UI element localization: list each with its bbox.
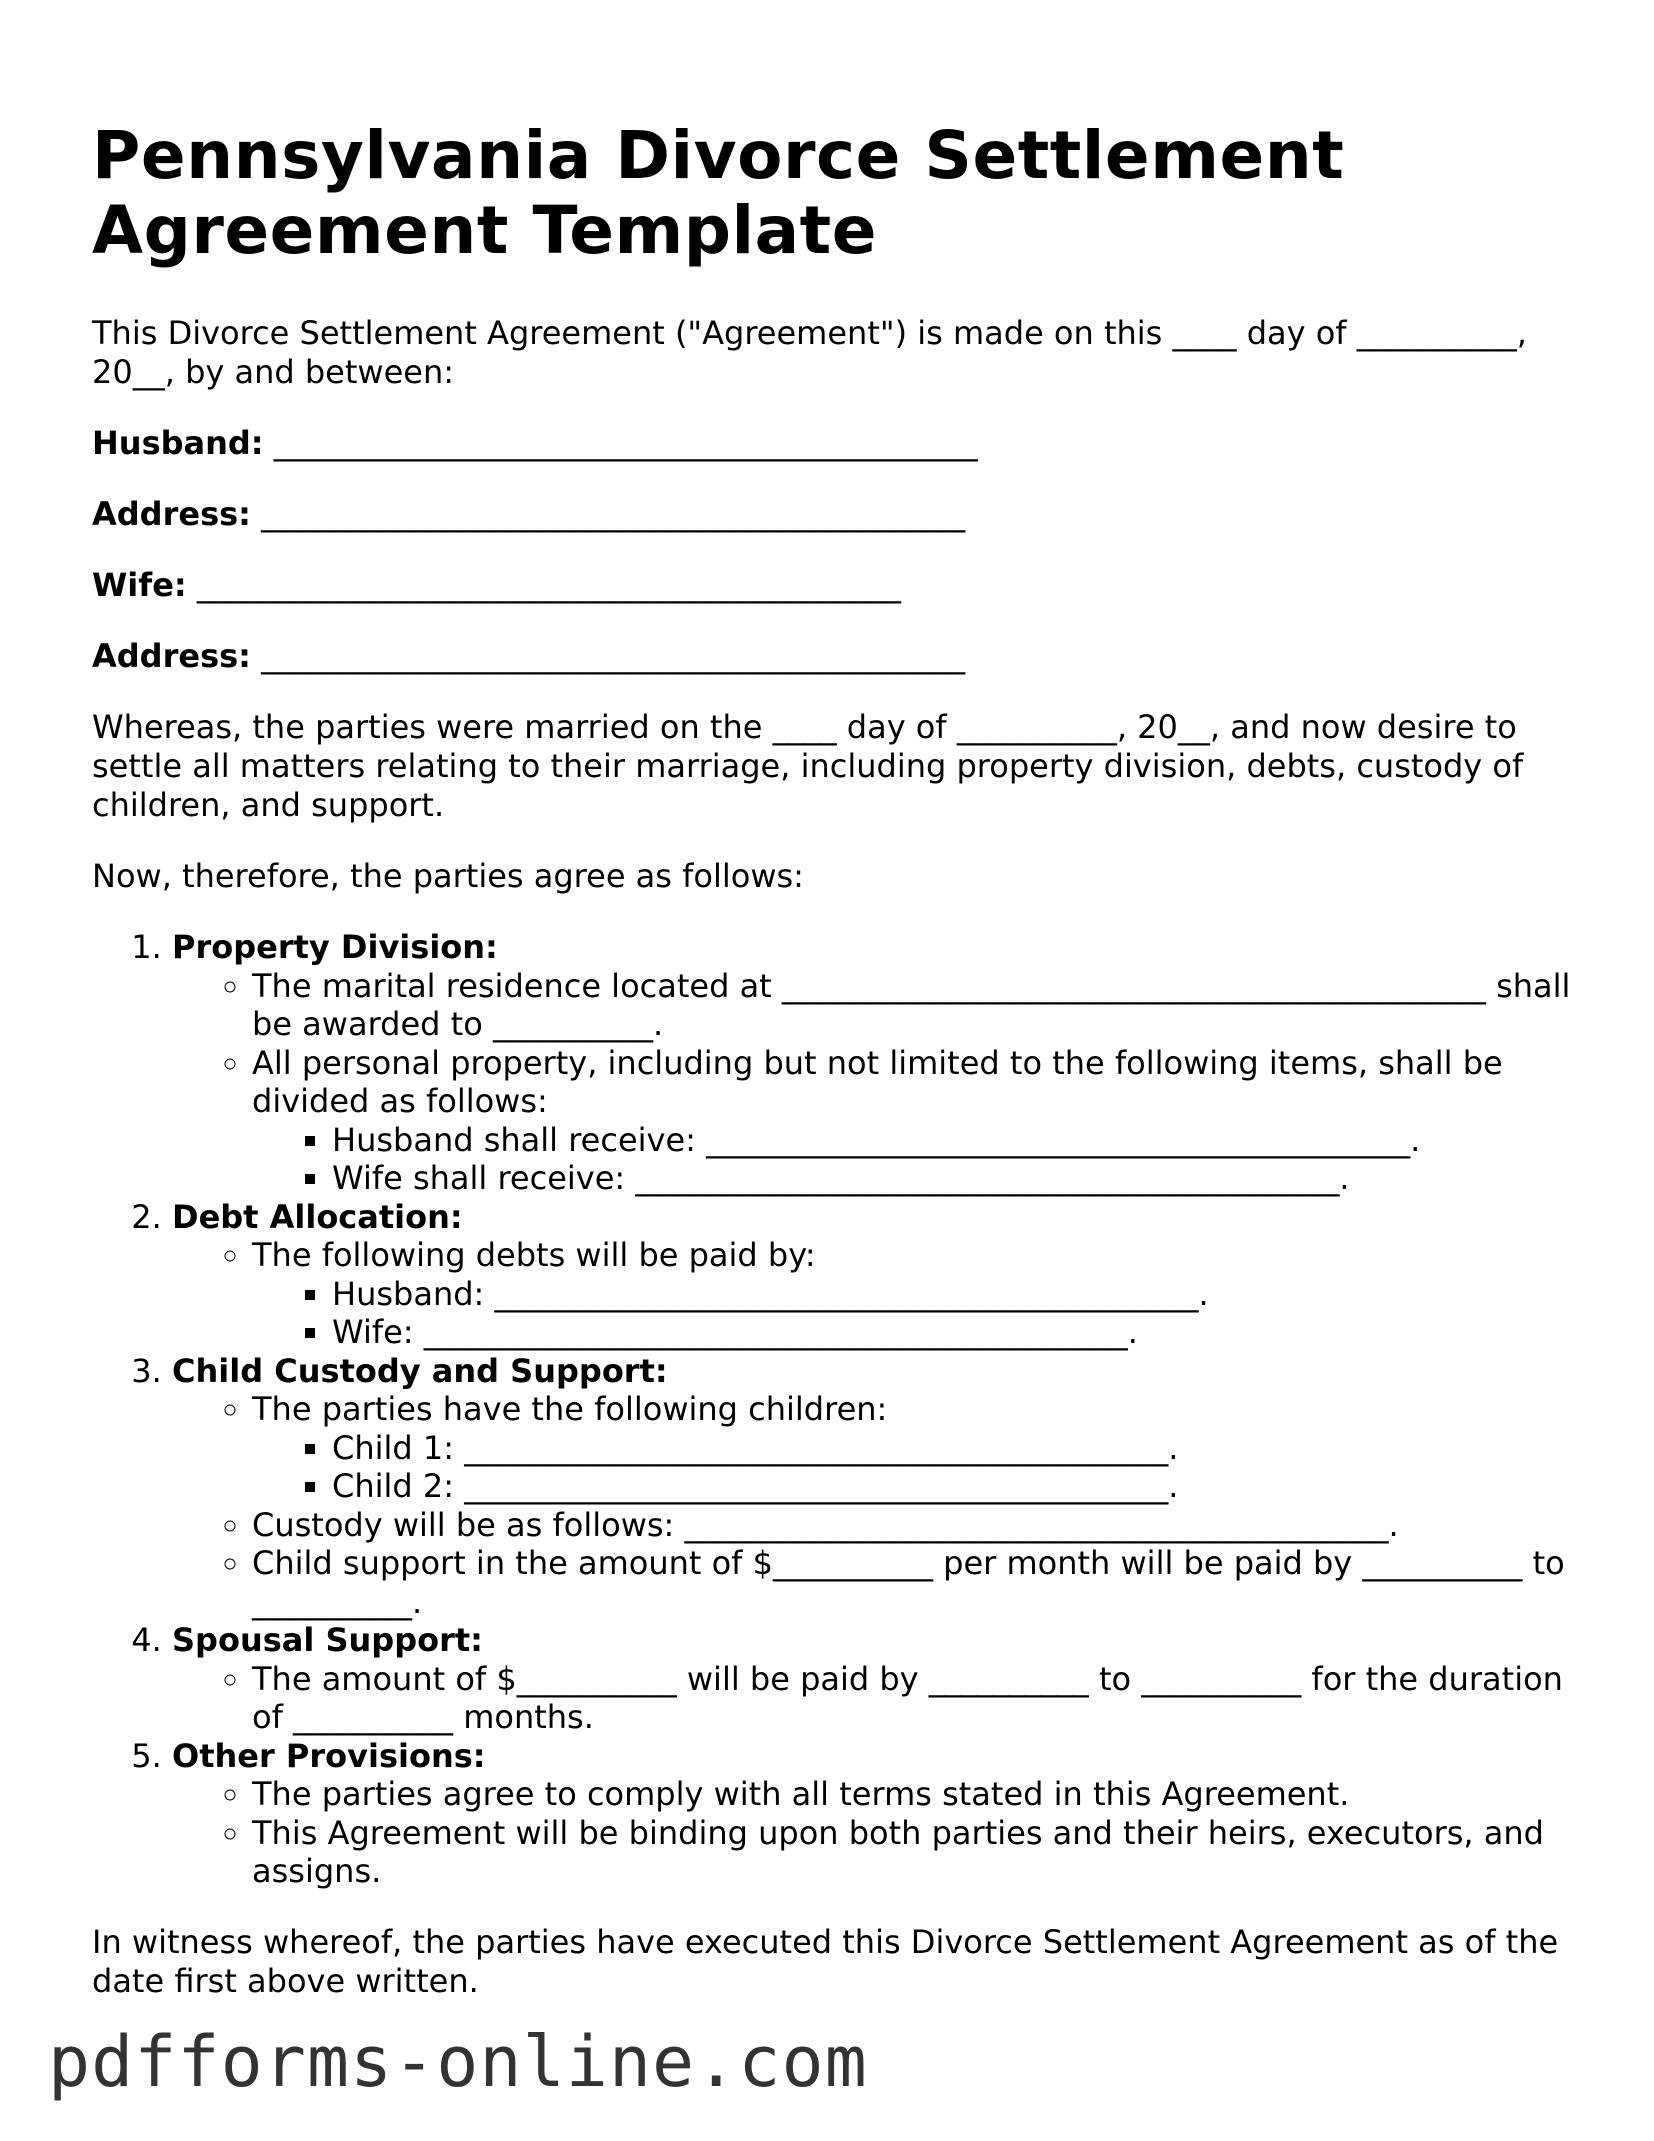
list-item: ▪ Wife: ____________________________________________. <box>332 1313 1572 1352</box>
list-item: ▪ Child 1: ____________________________________________. <box>332 1429 1572 1468</box>
list-item: ◦ The amount of $__________ will be paid by __________ to __________ for the duration of __________ months. <box>252 1660 1572 1737</box>
wife-label: Wife: <box>92 566 187 604</box>
section-items <box>172 1390 1572 1621</box>
list-item: ◦ Custody will be as follows: ____________________________________________. <box>252 1506 1572 1545</box>
list-item: ◦ This Agreement will be binding upon both parties and their heirs, executors, and assigns. <box>252 1814 1572 1891</box>
list-item-text: The following debts will be paid by: <box>252 1236 816 1274</box>
section-items <box>172 1236 1572 1352</box>
section-title: Other Provisions: <box>172 1736 486 1775</box>
list-item: ◦ The marital residence located at ____________________________________________ shall be awarded to __________. <box>252 967 1572 1044</box>
document-title: Pennsylvania Divorce Settlement Agreement Template <box>92 117 1345 269</box>
section-title: Property Division: <box>172 928 498 966</box>
list-item <box>252 1044 1572 1198</box>
section-debt-allocation <box>172 1198 1572 1352</box>
husband-field <box>92 424 1572 463</box>
wife-blank: ____________________________________________ <box>196 566 901 604</box>
husband-address-field <box>92 495 1572 534</box>
section-items <box>172 1660 1572 1737</box>
intro-paragraph: This Divorce Settlement Agreement ("Agreement") is made on this ____ day of __________, 20__, by and between: <box>92 314 1527 391</box>
list-item: ▪ Child 2: ____________________________________________. <box>332 1467 1572 1506</box>
section-spousal-support <box>172 1621 1572 1737</box>
list-item-text: The parties have the following children: <box>252 1390 888 1428</box>
list-item <box>252 1390 1572 1506</box>
husband-address-blank: ____________________________________________ <box>261 495 966 533</box>
section-child-custody <box>172 1352 1572 1622</box>
list-item: ▪ Husband: ____________________________________________. <box>332 1275 1572 1314</box>
whereas-paragraph: Whereas, the parties were married on the ____ day of __________, 20__, and now desire to settle all matters relating to their marriage, including property division, debts, custody of children, and support. <box>92 708 1524 824</box>
husband-blank: ____________________________________________ <box>273 424 978 462</box>
section-other-provisions <box>172 1737 1572 1891</box>
section-items <box>172 1775 1572 1891</box>
list-item <box>252 1236 1572 1352</box>
section-title: Child Custody and Support: <box>172 1351 668 1390</box>
wife-field <box>92 566 1572 605</box>
now-therefore-paragraph: Now, therefore, the parties agree as follows: <box>92 857 804 895</box>
closing-paragraph: In witness whereof, the parties have executed this Divorce Settlement Agreement as of the date first above written. <box>92 1922 1559 2000</box>
wife-address-label: Address: <box>92 637 251 675</box>
list-item: ▪ Husband shall receive: ____________________________________________. <box>332 1121 1572 1160</box>
sub-items <box>252 1429 1572 1506</box>
husband-address-label: Address: <box>92 495 251 533</box>
list-item: ▪ Wife shall receive: ____________________________________________. <box>332 1159 1572 1198</box>
list-item: ◦ Child support in the amount of $__________ per month will be paid by __________ to __________. <box>252 1544 1572 1621</box>
sub-items <box>252 1275 1572 1352</box>
husband-label: Husband: <box>92 424 264 462</box>
section-title: Spousal Support: <box>172 1621 483 1659</box>
wife-address-blank: ____________________________________________ <box>261 637 966 675</box>
document-page <box>92 118 1572 2001</box>
section-items <box>172 967 1572 1198</box>
section-title: Debt Allocation: <box>172 1197 463 1236</box>
sub-items <box>252 1121 1572 1198</box>
agreement-sections <box>92 928 1572 1891</box>
list-item-text: All personal property, including but not limited to the following items, shall be divided as follows: <box>252 1043 1503 1120</box>
section-property-division <box>172 928 1572 1198</box>
wife-address-field <box>92 637 1572 676</box>
list-item: ◦ The parties agree to comply with all terms stated in this Agreement. <box>252 1775 1572 1814</box>
watermark: pdfforms-online.com <box>48 2021 868 2103</box>
